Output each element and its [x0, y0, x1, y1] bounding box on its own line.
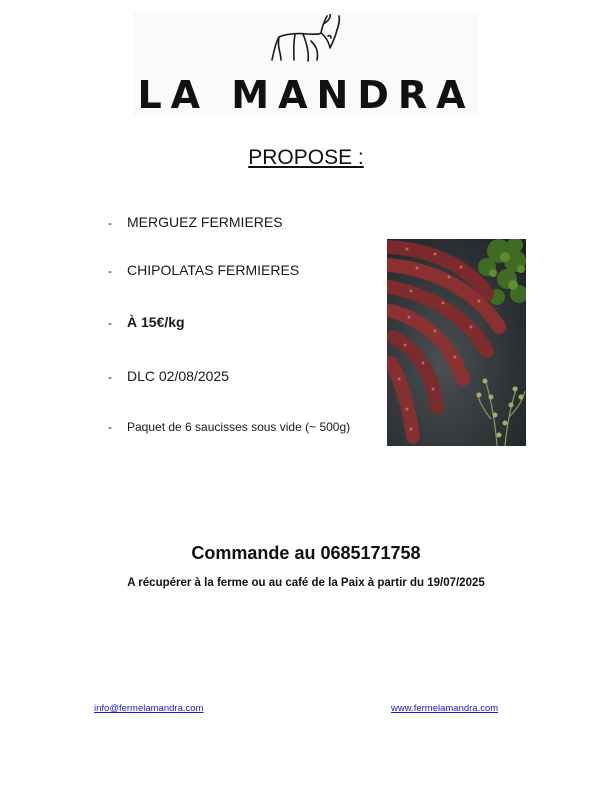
list-item: - CHIPOLATAS FERMIERES: [108, 262, 300, 278]
sausages-photo: [387, 239, 526, 446]
list-item: - Paquet de 6 saucisses sous vide (~ 500g): [108, 420, 351, 434]
list-item-price: - À 15€/kg: [108, 314, 185, 330]
logo: [133, 12, 479, 116]
website-link[interactable]: www.fermelamandra.com: [391, 703, 499, 714]
email-link[interactable]: info@fermelamandra.com: [94, 703, 204, 714]
list-item: - MERGUEZ FERMIERES: [108, 214, 283, 230]
goat-icon: [267, 14, 347, 66]
order-phone: Commande au 0685171758: [191, 543, 421, 563]
brand-name: LA MANDRA: [137, 73, 475, 117]
pickup-info: A récupérer à la ferme ou au café de la Paix à partir du 19/07/2025: [127, 577, 485, 589]
page-title: PROPOSE :: [248, 146, 364, 169]
list-item: - DLC 02/08/2025: [108, 368, 229, 384]
